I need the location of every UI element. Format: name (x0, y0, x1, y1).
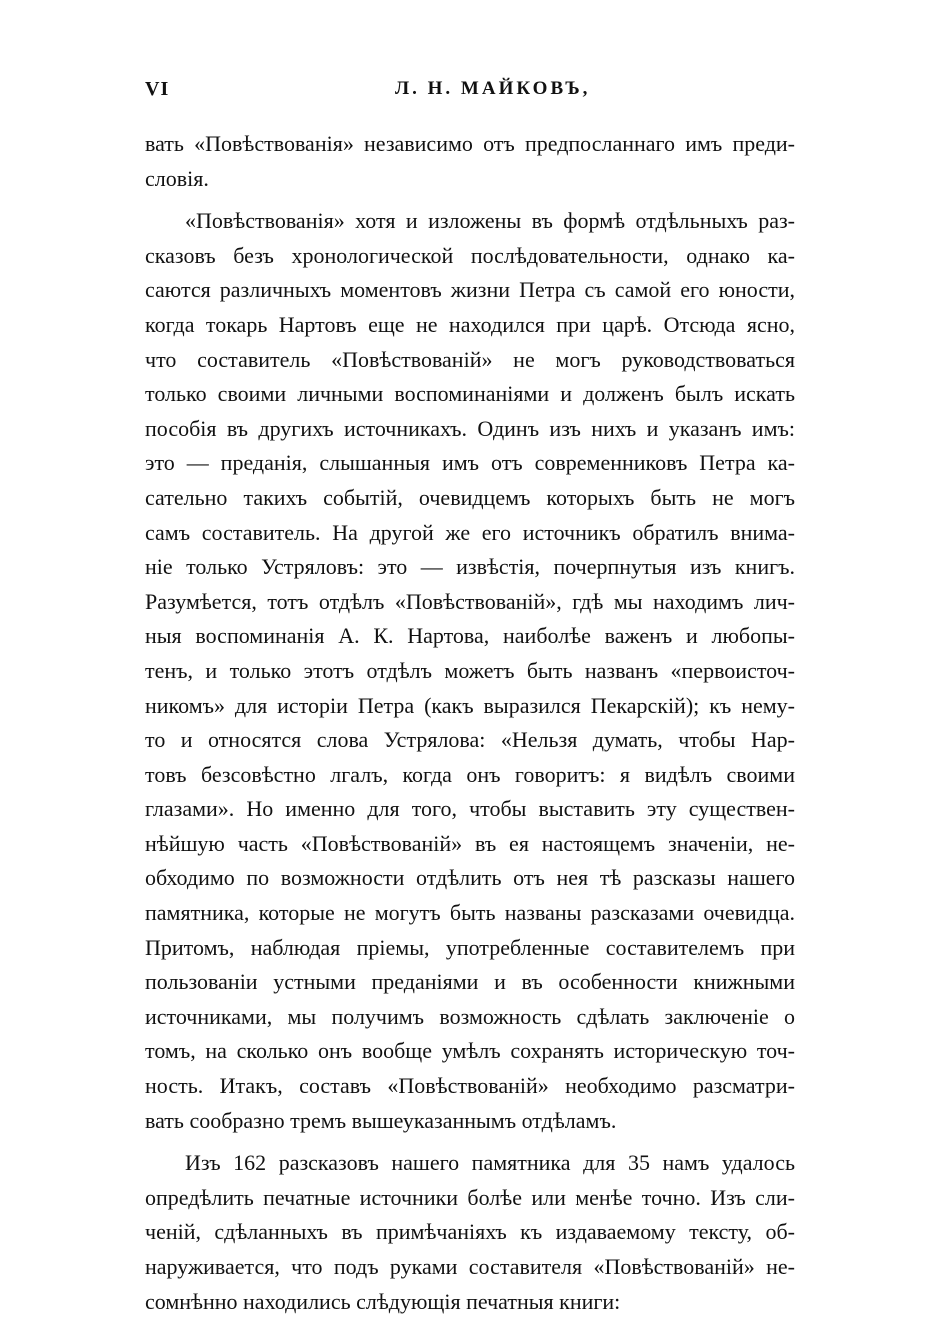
text-line: никомъ» для исторіи Петра (какъ выразился Пекарскій); къ нему- (145, 692, 795, 718)
paragraph (145, 1146, 795, 1319)
text-line: ченій, сдѣланныхъ въ примѣчаніяхъ къ издаваемому тексту, об- (145, 1219, 795, 1245)
text-line: ніе только Устряловъ: это — извѣстія, почерпнутыя изъ книгъ. (145, 554, 795, 580)
text-line: когда токарь Нартовъ еще не находился при царѣ. Отсюда ясно, (145, 311, 795, 337)
text-line: пользованіи устными преданіями и въ особенности книжными (145, 969, 795, 995)
text-line: товъ безсовѣстно лгалъ, когда онъ говоритъ: я видѣлъ своими (145, 761, 795, 787)
text-line: опредѣлить печатные источники болѣе или менѣе точно. Изъ сли- (145, 1184, 795, 1210)
text-line: вать «Повѣствованія» независимо отъ предпосланнаго имъ преди- (145, 131, 795, 156)
text-line: это — преданія, слышанныя имъ отъ современниковъ Петра ка- (145, 450, 795, 476)
text-line: тенъ, и только этотъ отдѣлъ можетъ быть названъ «первоисточ- (145, 657, 795, 683)
text-line: самъ составитель. На другой же его источникъ обратилъ внима- (145, 519, 795, 545)
paragraph (145, 127, 795, 196)
text-line: обходимо по возможности отдѣлить отъ нея тѣ разсказы нашего (145, 865, 795, 891)
body-text (145, 127, 795, 1319)
text-line: томъ, на сколько онъ вообще умѣлъ сохранять историческую точ- (145, 1038, 795, 1064)
text-line: сомнѣнно находились слѣдующія печатныя книги: (145, 1288, 621, 1314)
text-line: сательно такихъ событій, очевидцемъ которыхъ быть не могъ (145, 484, 795, 510)
text-line: наруживается, что подъ руками составителя «Повѣствованій» не- (145, 1254, 795, 1279)
page-header (145, 78, 795, 106)
text-line: «Повѣствованія» хотя и изложены въ формѣ отдѣльныхъ раз- (185, 208, 795, 234)
text-line: глазами». Но именно для того, чтобы выставить эту существен- (145, 796, 795, 822)
text-line: словія. (145, 165, 209, 191)
text-line: Разумѣется, тотъ отдѣлъ «Повѣствованій», гдѣ мы находимъ лич- (145, 588, 795, 614)
page-number: VI (145, 78, 170, 100)
text-line: ныя воспоминанія А. К. Нартова, наиболѣе важенъ и любопы- (145, 623, 795, 649)
text-line: нѣйшую часть «Повѣствованій» въ ея настоящемъ значеніи, не- (145, 830, 795, 856)
text-line: ность. Итакъ, составъ «Повѣствованій» необходимо разсматри- (145, 1073, 795, 1099)
text-line: сказовъ безъ хронологической послѣдовательности, однако ка- (145, 242, 795, 268)
text-line: то и относятся слова Устрялова: «Нельзя думать, чтобы Нар- (145, 727, 795, 753)
text-line: источниками, мы получимъ возможность сдѣлать заключеніе о (145, 1003, 795, 1029)
text-line: только своими личными воспоминаніями и долженъ былъ искать (145, 381, 795, 407)
text-line: памятника, которые не могутъ быть названы разсказами очевидца. (145, 900, 795, 926)
text-line: Изъ 162 разсказовъ нашего памятника для 35 намъ удалось (185, 1150, 795, 1176)
paragraph (145, 204, 795, 1138)
running-head: Л. Н. МАЙКОВЪ, (395, 78, 591, 99)
text-line: что составитель «Повѣствованій» не могъ руководствоваться (145, 346, 795, 372)
text-line: саются различныхъ моментовъ жизни Петра съ самой его юности, (145, 277, 795, 303)
text-line: вать сообразно тремъ вышеуказаннымъ отдѣламъ. (145, 1107, 617, 1133)
text-line: Притомъ, наблюдая пріемы, употребленные составителемъ при (145, 934, 795, 960)
text-line: пособія въ другихъ источникахъ. Одинъ изъ нихъ и указанъ имъ: (145, 415, 795, 441)
